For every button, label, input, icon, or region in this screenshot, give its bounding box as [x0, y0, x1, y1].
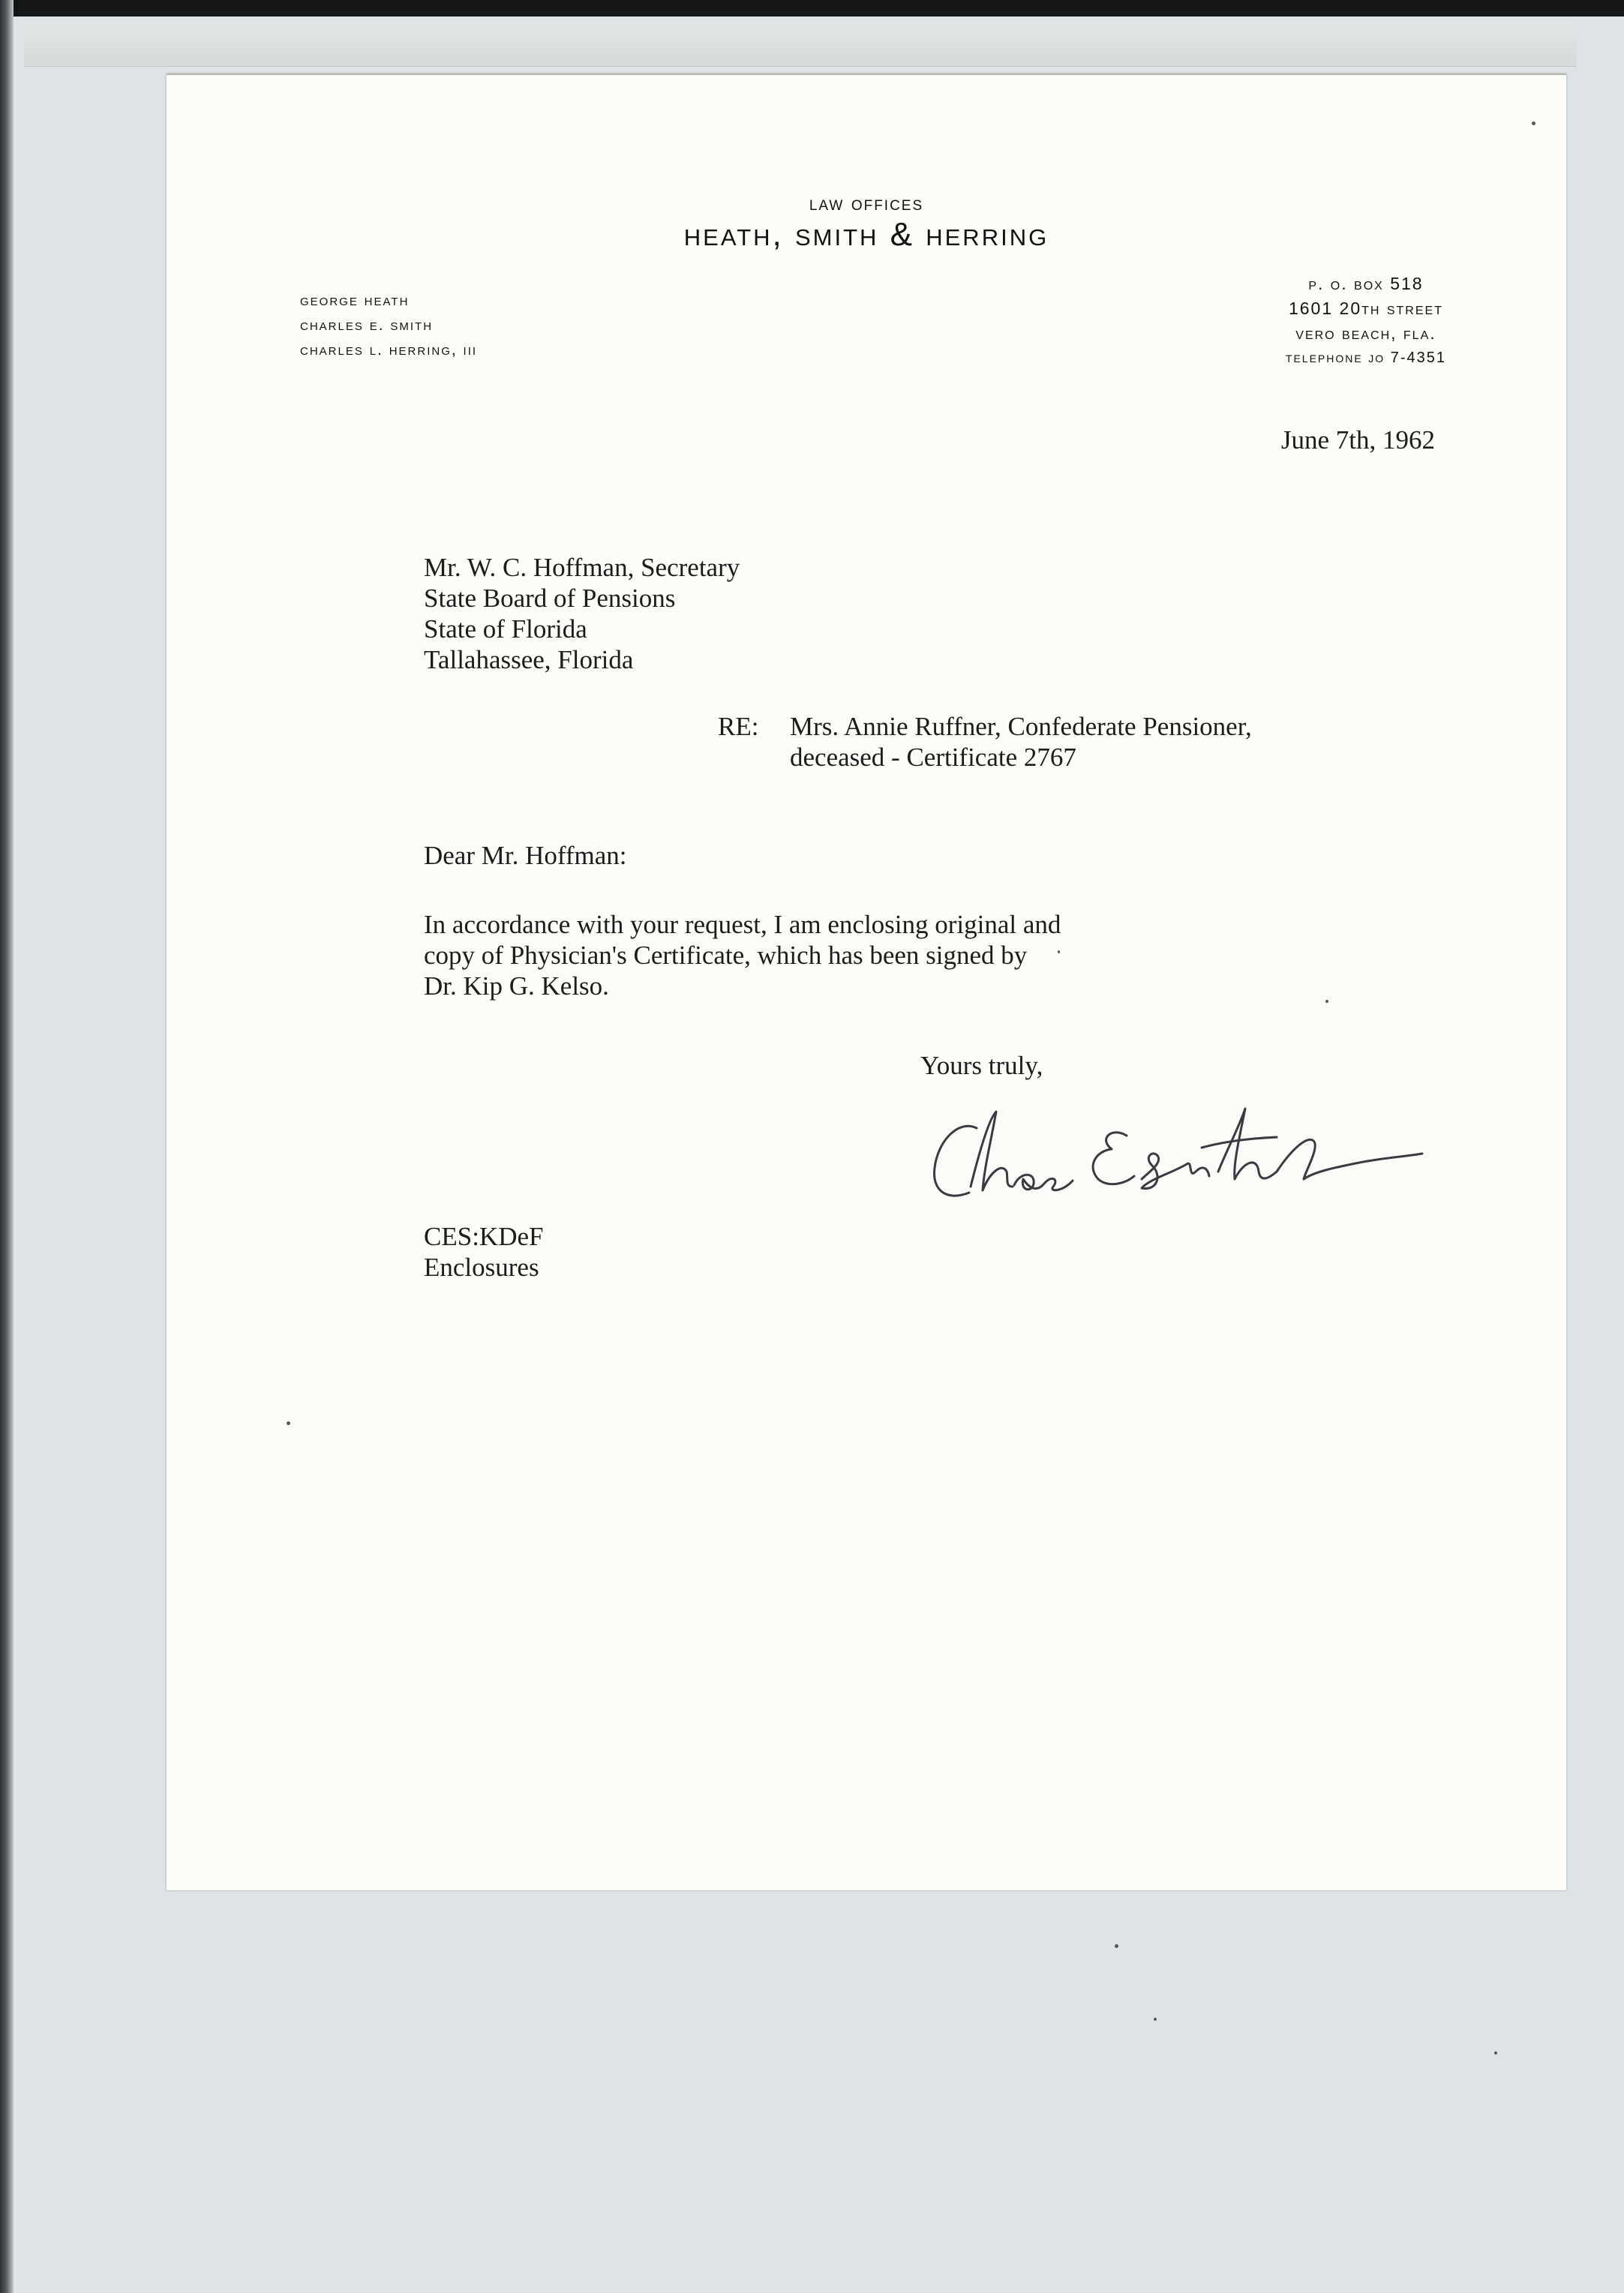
closing: Yours truly,	[920, 1051, 1043, 1080]
body-line: In accordance with your request, I am enclosing original and	[424, 910, 1061, 939]
partner-name: charles e. smith	[300, 317, 434, 334]
address-line: 1601 20th street	[1288, 299, 1443, 318]
address-line: Mr. W. C. Hoffman, Secretary	[424, 553, 740, 582]
scan-speck	[1154, 2018, 1157, 2021]
scan-top-bar	[0, 0, 1624, 17]
re-subject	[790, 711, 1252, 773]
body-line: copy of Physician's Certificate, which has been signed by	[424, 941, 1028, 970]
scan-left-edge	[0, 0, 14, 2293]
office-address	[1286, 272, 1446, 371]
scan-speck	[287, 1421, 290, 1425]
re-label: RE:	[718, 712, 759, 741]
reference-initials: CES:KDeF	[424, 1222, 544, 1251]
re-line: deceased - Certificate 2767	[790, 743, 1076, 772]
handwritten-signature	[924, 1067, 1434, 1247]
partners-list	[300, 288, 477, 362]
scan-strip	[24, 23, 1577, 67]
address-line: State Board of Pensions	[424, 584, 676, 613]
address-line: Tallahassee, Florida	[424, 645, 634, 674]
scan-speck	[1325, 1000, 1328, 1003]
body-line: Dr. Kip G. Kelso.	[424, 971, 609, 1001]
reference-block	[424, 1221, 543, 1283]
address-line: vero beach, fla.	[1295, 323, 1436, 343]
letterhead-law-offices: law offices	[809, 192, 924, 215]
letter-page	[167, 74, 1566, 1890]
letter-date: June 7th, 1962	[1280, 425, 1435, 455]
scan-speck	[1115, 1944, 1118, 1948]
partner-name: charles l. herring, iii	[300, 341, 478, 359]
partner-name: george heath	[300, 292, 410, 309]
scan-speck	[1494, 2051, 1497, 2054]
inside-address	[424, 552, 740, 675]
salutation: Dear Mr. Hoffman:	[424, 841, 627, 870]
address-line: State of Florida	[424, 614, 587, 644]
scan-speck	[1532, 122, 1535, 125]
re-line: Mrs. Annie Ruffner, Confederate Pensioner,	[790, 712, 1252, 741]
enclosures-note: Enclosures	[424, 1253, 539, 1282]
letterhead-firm-name: heath, smith & herring	[683, 216, 1049, 253]
scan-speck	[1058, 950, 1060, 953]
body-paragraph	[424, 909, 1061, 1001]
address-line: p. o. box 518	[1308, 274, 1424, 293]
telephone-line: telephone jo 7-4351	[1285, 350, 1446, 366]
